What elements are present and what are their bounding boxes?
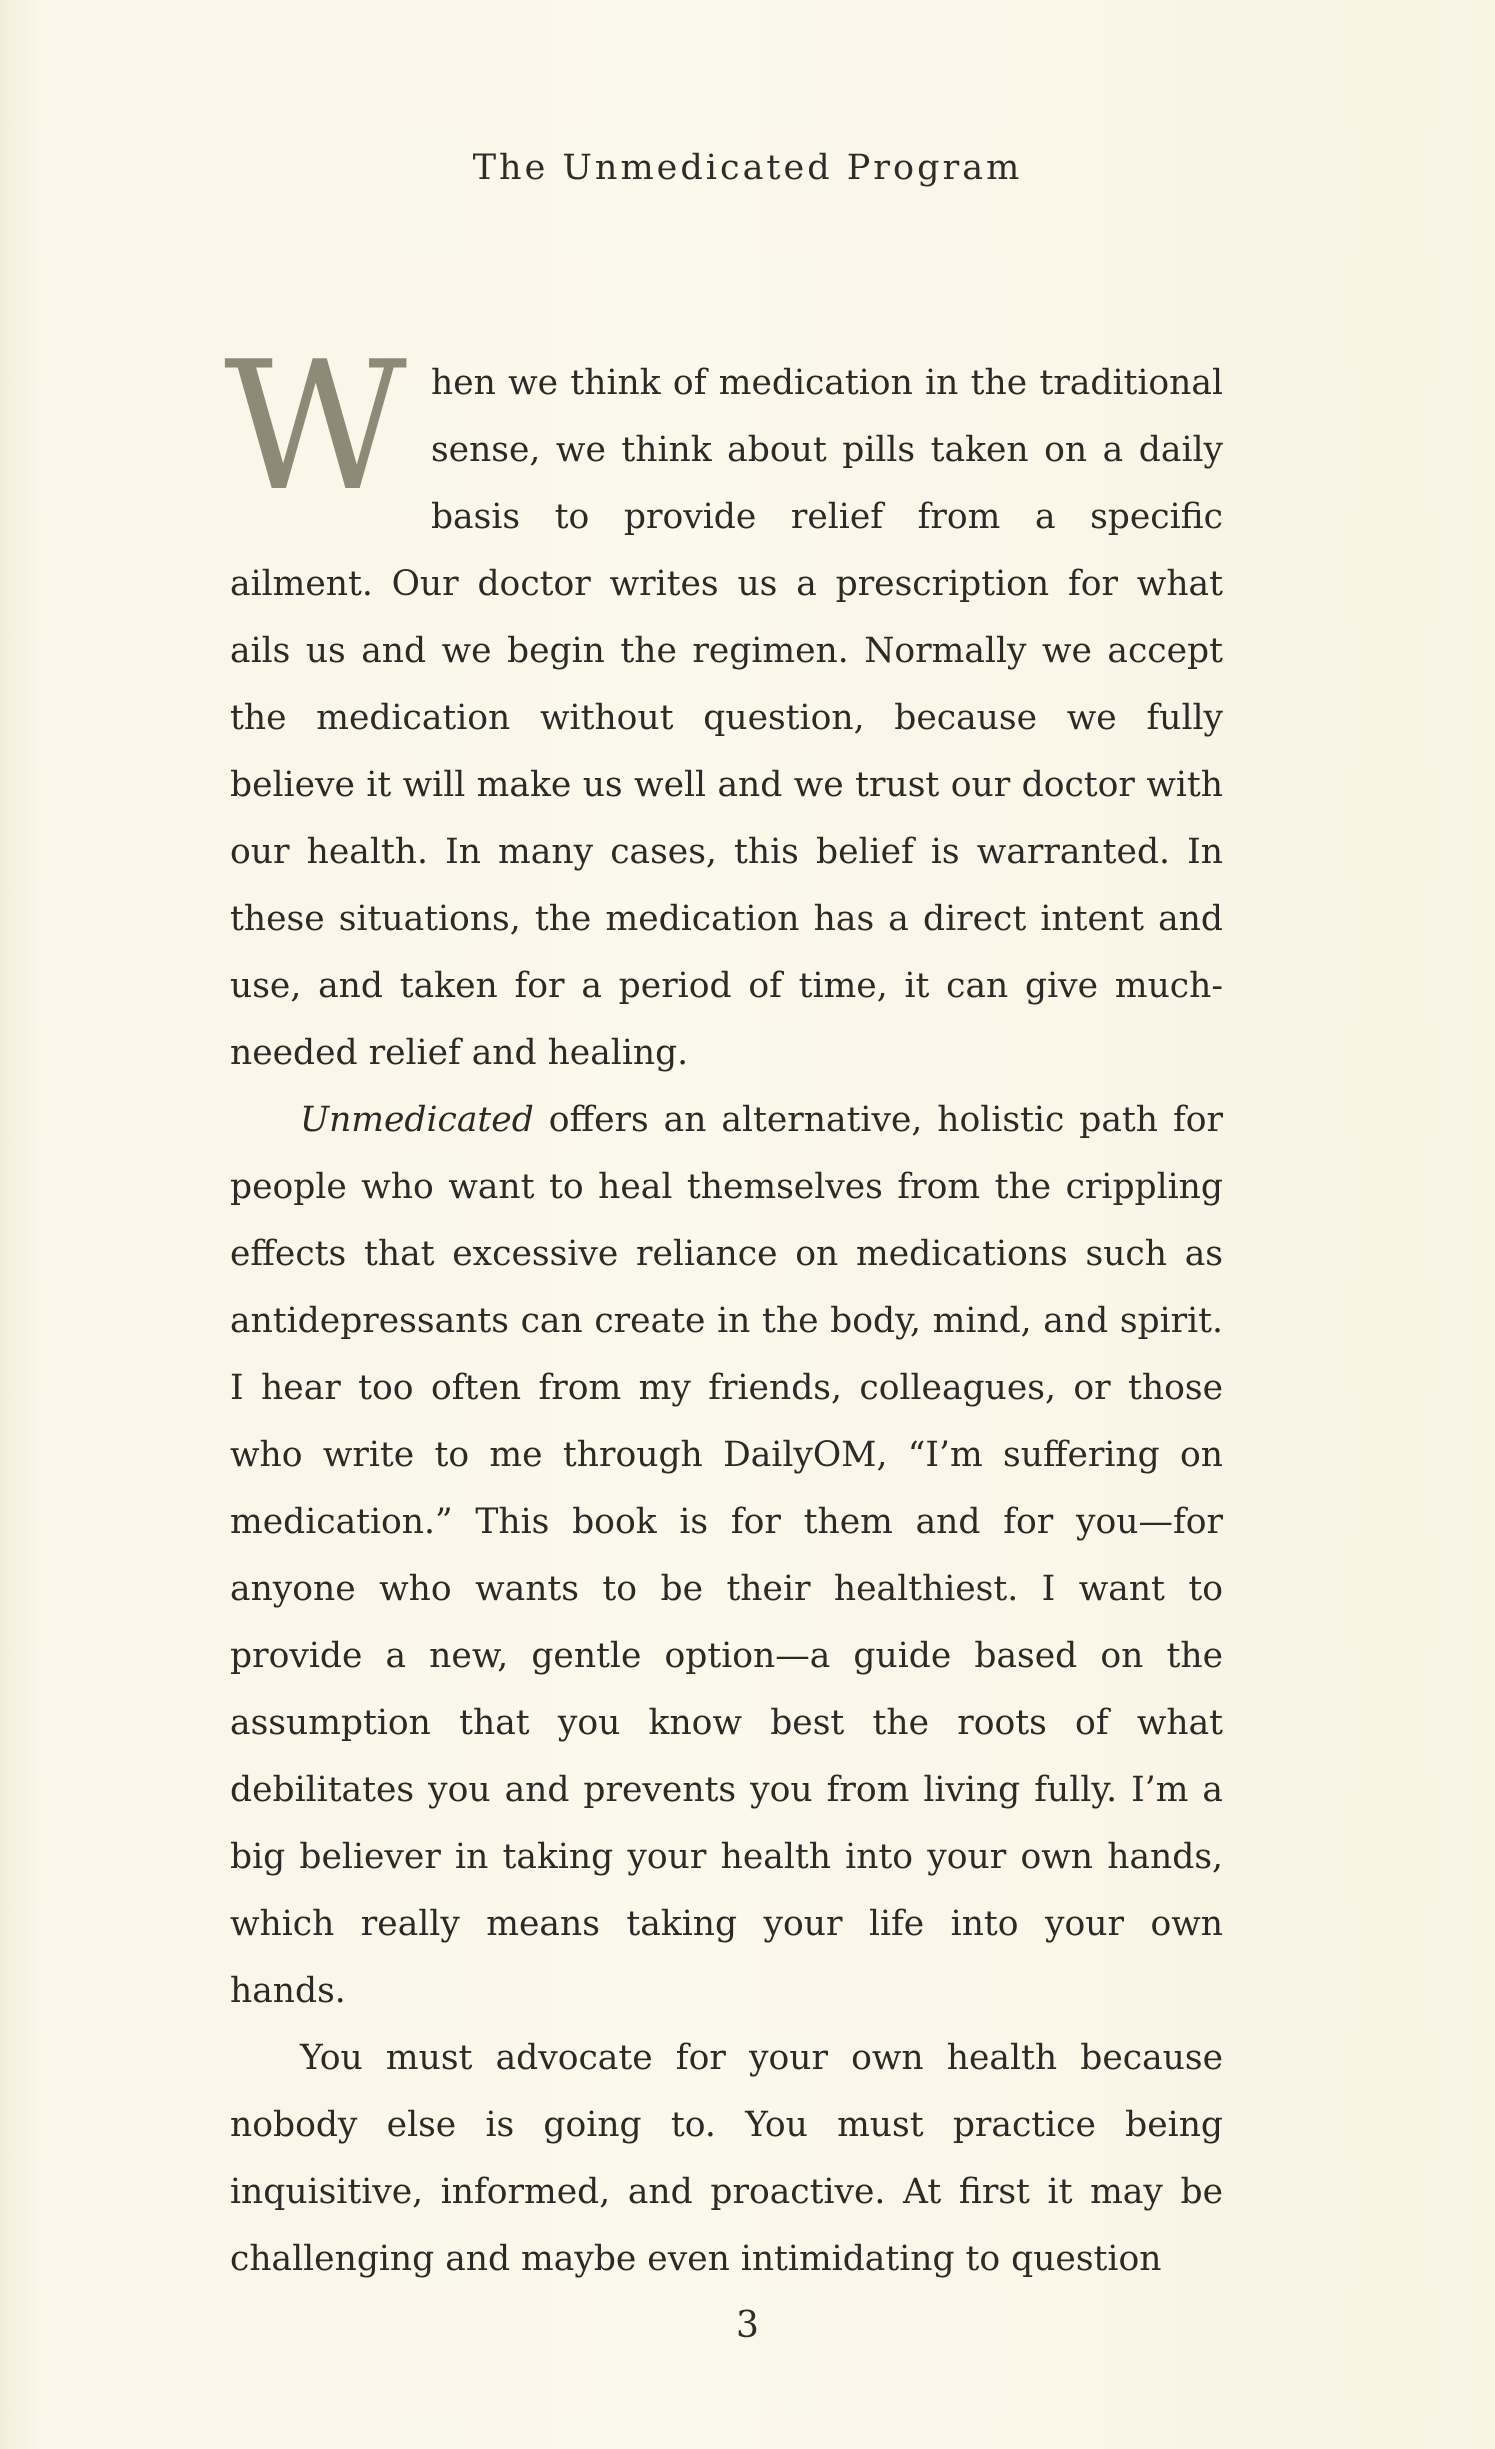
page-number: 3	[736, 2305, 759, 2346]
body-text	[224, 323, 1223, 2293]
drop-cap: W	[224, 323, 407, 530]
paragraph-1-text: hen we think of medication in the traditional sense, we think about pills taken on a daily basis to provide relief from a specific ailment. Our doctor writes us a prescription for what ails us and we begin the regimen. Normally we accept the medication without question, because we fully believe it will make us well and we trust our doctor with our health. In many cases, this belief is warranted. In these situations, the medication has a direct intent and use, and taken for a period of time, it can give much-needed relief and healing.	[230, 363, 1223, 1073]
paragraph-1	[224, 323, 1223, 1087]
book-title-italic: Unmedicated	[300, 1100, 534, 1140]
paragraph-3-text: You must advocate for your own health because nobody else is going to. You must practice being inquisitive, informed, and proactive. At first it may be challenging and maybe even intimidating to question	[230, 2038, 1223, 2279]
paragraph-3	[230, 2025, 1223, 2293]
paragraph-2	[230, 1087, 1223, 2025]
paragraph-2-text: offers an alternative, holistic path for people who want to heal themselves from the crippling effects that excessive reliance on medications such as antidepressants can create in the body, mind, and spirit. I hear too often from my friends, colleagues, or those who write to me through DailyOM, “I’m suffering on medication.” This book is for them and for you—for anyone who wants to be their healthiest. I want to provide a new, gentle option—a guide based on the assumption that you know best the roots of what debilitates you and prevents you from living fully. I’m a big believer in taking your health into your own hands, which really means taking your life into your own hands.	[230, 1100, 1223, 2011]
running-head: The Unmedicated Program	[472, 148, 1023, 188]
